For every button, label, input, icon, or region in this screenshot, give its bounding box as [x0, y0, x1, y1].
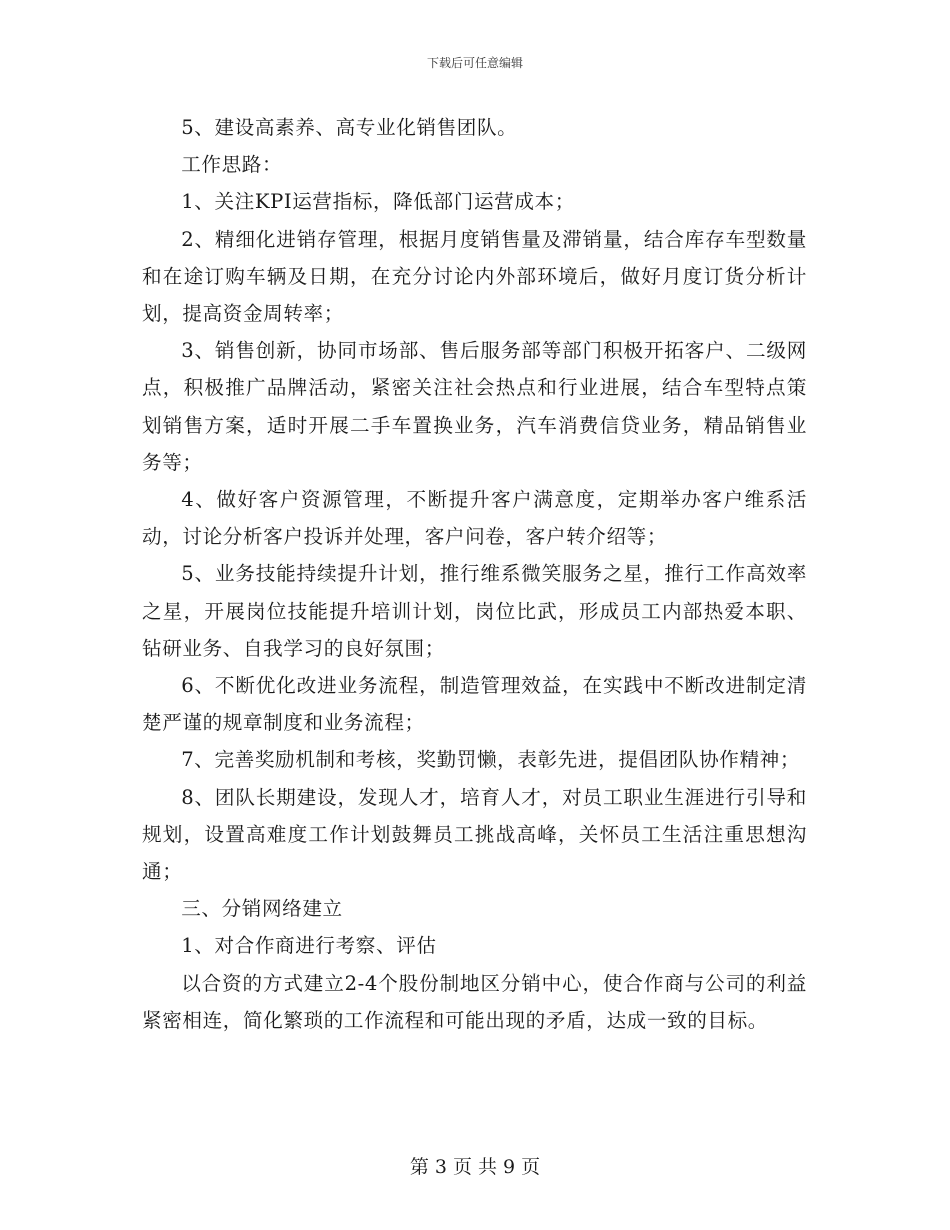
- paragraph: 1、关注KPI运营指标，降低部门运营成本；: [181, 190, 575, 214]
- paragraph: 8、团队长期建设，发现人才，培育人才，对员工职业生涯进行引导和规划，设置高难度工作计划鼓舞员工挑战高峰，关怀员工生活注重思想沟通；: [142, 785, 807, 884]
- paragraph: 5、建设高素养、高专业化销售团队。: [181, 116, 518, 139]
- paragraph: 1、对合作商进行考察、评估: [181, 934, 437, 958]
- section-heading: 三、分销网络建立: [181, 897, 343, 921]
- paragraph: 7、完善奖励机制和考核，奖勤罚懒，表彰先进，提倡团队协作精神；: [181, 748, 801, 772]
- page-header: 下载后可任意编辑: [426, 56, 523, 70]
- paragraph: 以合资的方式建立2-4个股份制地区分销中心，使合作商与公司的利益紧密相连，简化繁琐的工作流程和可能出现的矛盾，达成一致的目标。: [142, 971, 807, 1032]
- paragraph: 工作思路：: [181, 153, 283, 177]
- document-body: [142, 109, 807, 1039]
- paragraph: 5、业务技能持续提升计划，推行维系微笑服务之星，推行工作高效率之星，开展岗位技能提升培训计划，岗位比武，形成员工内部热爱本职、钻研业务、自我学习的良好氛围；: [142, 562, 807, 660]
- page-number-footer: 第 3 页 共 9 页: [409, 1156, 541, 1178]
- paragraph: 4、做好客户资源管理，不断提升客户满意度，定期举办客户维系活动，讨论分析客户投诉并处理，客户问卷，客户转介绍等；: [142, 488, 807, 549]
- paragraph: 6、不断优化改进业务流程，制造管理效益，在实践中不断改进制定清楚严谨的规章制度和业务流程；: [142, 674, 807, 735]
- paragraph: 3、销售创新，协同市场部、售后服务部等部门积极开拓客户、二级网点，积极推广品牌活动，紧密关注社会热点和行业进展，结合车型特点策划销售方案，适时开展二手车置换业务，汽车消费信贷业务，精品销售业务等；: [142, 339, 807, 474]
- paragraph: 2、精细化进销存管理，根据月度销售量及滞销量，结合库存车型数量和在途订购车辆及日期，在充分讨论内外部环境后，做好月度订货分析计划，提高资金周转率；: [142, 227, 807, 326]
